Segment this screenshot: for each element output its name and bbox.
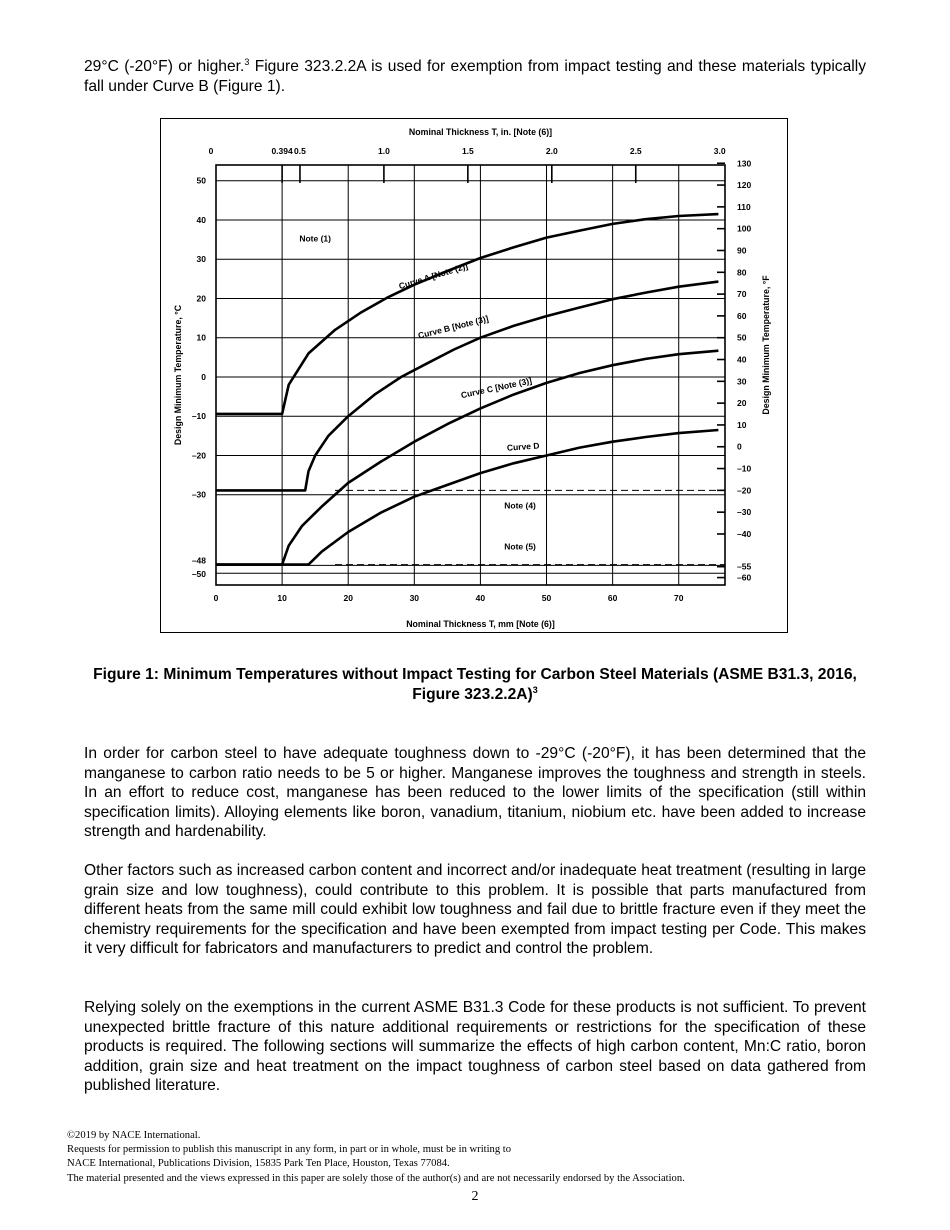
- right-tick-label: –55: [737, 561, 752, 572]
- x-tick-label: 40: [475, 593, 486, 603]
- right-tick-label: 30: [737, 376, 747, 387]
- y-tick-label: –48: [191, 555, 206, 566]
- curve-curve-b: [216, 282, 718, 491]
- curve-label: Curve A [Note (2)]: [397, 260, 469, 292]
- y-tick-label: –50: [191, 569, 206, 580]
- curve-curve-d: [216, 430, 718, 565]
- chart-svg: [161, 119, 787, 632]
- right-tick-label: –10: [737, 463, 752, 474]
- top-axis-title: Nominal Thickness T, in. [Note (6)]: [408, 127, 553, 137]
- right-tick-label: –20: [737, 485, 752, 496]
- footer-line: ©2019 by NACE International.: [67, 1130, 201, 1141]
- x-tick-label: 20: [343, 593, 353, 603]
- top-tick-label: 0.394: [271, 146, 293, 156]
- x-tick-label: 30: [409, 593, 420, 603]
- x-tick-label: 50: [541, 593, 552, 603]
- footer-line: Requests for permission to publish this manuscript in any form, in part or in whole, must be in writing to: [67, 1144, 512, 1156]
- x-tick-label: 60: [607, 593, 618, 603]
- right-tick-label: 80: [737, 267, 747, 278]
- caption-reference: 3: [532, 684, 538, 695]
- y-tick-label: –10: [191, 411, 206, 422]
- left-axis-title: Design Minimum Temperature, °C: [173, 304, 183, 446]
- note-annotation: Note (1): [299, 233, 331, 244]
- right-tick-label: 50: [737, 332, 747, 343]
- figure-chart: [160, 118, 788, 633]
- page-number: 2: [471, 1189, 479, 1204]
- body-paragraph-1: In order for carbon steel to have adequate toughness down to -29°C (-20°F), it has been determined that the manganese to carbon ratio needs to be 5 or higher. Manganese improves the toughness and strength in steels. In an effort to reduce cost, manganese has been reduced to the lower limits of the specification (still within specification limits). Alloying elements like boron, vanadium, titanium, niobium etc. have been added to increase strength and hardenability.: [84, 745, 866, 841]
- body-paragraph-2: Other factors such as increased carbon content and incorrect and/or inadequate heat treatment (resulting in large grain size and low toughness), could contribute to this problem. It is possible that parts manufactured from different heats from the same mill could exhibit low toughness and fail due to brittle fracture even if they meet the chemistry requirements for the specification and have been exempted from impact testing per Code. This makes it very difficult for fabricators and manufacturers to predict and control the problem.: [84, 862, 866, 958]
- y-tick-label: –20: [191, 450, 206, 461]
- top-tick-label: 0.5: [294, 146, 306, 156]
- note-annotation: Note (5): [504, 541, 536, 552]
- right-tick-label: 60: [737, 310, 747, 321]
- y-tick-label: 20: [196, 293, 206, 304]
- curve-curve-a: [216, 214, 718, 414]
- right-tick-label: 130: [737, 158, 752, 169]
- bottom-axis-title: Nominal Thickness T, mm [Note (6)]: [406, 619, 555, 629]
- top-tick-label: 1.0: [377, 146, 390, 156]
- footer-line: The material presented and the views expressed in this paper are solely those of the author(s) and are not necessarily endorsed by the Association.: [67, 1172, 685, 1184]
- right-tick-label: 110: [737, 201, 751, 212]
- figure-caption: [84, 665, 866, 705]
- top-tick-label: 2.0: [545, 146, 558, 156]
- x-tick-label: 70: [673, 593, 684, 603]
- top-tick-label: 3.0: [713, 146, 726, 156]
- right-tick-label: 100: [737, 223, 752, 234]
- x-tick-label: 0: [213, 593, 219, 603]
- plot-frame: [216, 165, 725, 585]
- top-tick-label: 2.5: [629, 146, 642, 156]
- copyright-footer: [67, 1129, 867, 1186]
- intro-text-end: Figure 323.2.2A is used for exemption from impact testing and these materials typically fall under Curve B (Figure 1).: [84, 58, 866, 95]
- intro-paragraph: [84, 57, 866, 96]
- y-tick-label: 10: [196, 332, 206, 343]
- y-tick-label: –30: [191, 489, 206, 500]
- y-tick-label: 0: [201, 371, 206, 382]
- curve-label: Curve B [Note (3)]: [416, 313, 490, 341]
- right-axis-title: Design Minimum Temperature, °F: [761, 275, 771, 415]
- top-tick-label: 0: [208, 146, 214, 156]
- y-tick-label: 40: [196, 214, 206, 225]
- caption-text: Figure 1: Minimum Temperatures without Impact Testing for Carbon Steel Materials (ASME B31.3, 2016, Figure 323.2.2A): [93, 666, 857, 703]
- right-tick-label: 10: [737, 419, 747, 430]
- footer-line: NACE International, Publications Division, 15835 Park Ten Place, Houston, Texas 77084.: [67, 1158, 450, 1170]
- right-tick-label: 70: [737, 289, 747, 300]
- right-tick-label: 40: [737, 354, 747, 365]
- top-tick-label: 1.5: [461, 146, 474, 156]
- right-tick-label: –30: [737, 507, 752, 518]
- x-tick-label: 10: [277, 593, 287, 603]
- right-tick-label: –40: [737, 528, 752, 539]
- body-paragraph-3: Relying solely on the exemptions in the current ASME B31.3 Code for these products is not sufficient. To prevent unexpected brittle fracture of this nature additional requirements or restrictions for the specification of these products is required. The following sections will summarize the effects of high carbon content, Mn:C ratio, boron addition, grain size and heat treatment on the impact toughness of carbon steel based on data gathered from published literature.: [84, 999, 866, 1095]
- right-tick-label: 20: [737, 398, 747, 409]
- right-tick-label: –60: [737, 572, 752, 583]
- y-tick-label: 50: [196, 175, 206, 186]
- right-tick-label: 90: [737, 245, 747, 256]
- note-annotation: Note (4): [504, 500, 536, 511]
- y-tick-label: 30: [196, 254, 206, 265]
- right-tick-label: 120: [737, 180, 752, 191]
- intro-reference: 3: [244, 56, 250, 67]
- intro-text-start: 29°C (-20°F) or higher.: [84, 58, 245, 75]
- curve-label: Curve C [Note (3)]: [459, 375, 533, 401]
- curve-label: Curve D: [506, 440, 540, 453]
- right-tick-label: 0: [737, 441, 742, 452]
